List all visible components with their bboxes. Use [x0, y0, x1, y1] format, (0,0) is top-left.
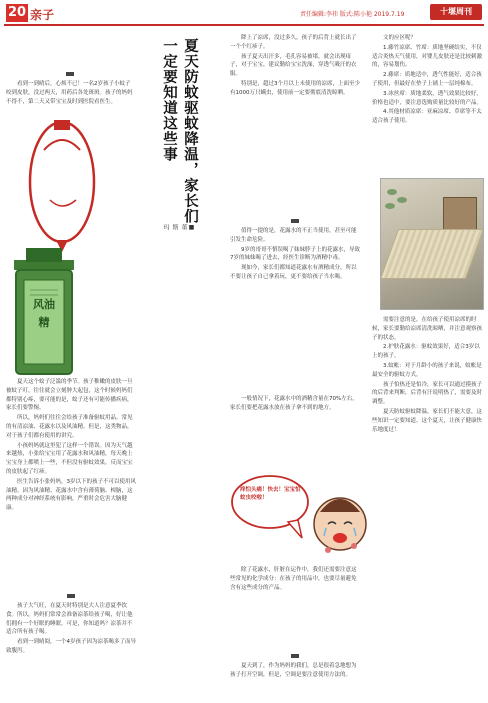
col2-part3-paragraph: 除了花露水，肝脏在运作中，我们还需要注意这些常见的化学成分：在孩子的用品中，也要尽量避免含有这些成分的产品。 [230, 567, 357, 591]
col2-part2-paragraph: 9岁的哥哥不慎误喝了妹妹脖子上的花露水，导致7岁的妹妹喝了进去，经医生诊断为酒精中毒。 [230, 246, 360, 262]
col1-paragraph: 小孩妈妈就这里犯了这样一个错误。因为天气越来越热，小张给宝宝用了花露水和风油精，每天晚上宝宝身上都喷上一些，不但没有驱蚊效果，反而宝宝的皮肤起了红疹。 [6, 442, 133, 475]
section-name: 亲子 [30, 8, 55, 22]
oil-bottle-icon [4, 120, 154, 380]
col3-paragraph: 2.藤席：质地适中，透气性能好，适合孩子使用，但最好在垫子上铺上一层纯棉布。 [372, 72, 482, 87]
section-marker [67, 594, 75, 598]
col3-paragraph: 1.藤竹凉席、竹席：质地坚硬结实，不仅适合炎热天气使用，对婴儿皮肤还是比较刺激的，容易划伤。 [372, 44, 483, 69]
bottle-label: 风油精 [33, 298, 55, 329]
article-author: ■董斯玛 [162, 224, 195, 231]
bottle-illustration [4, 120, 154, 380]
article-title: 夏天防蚊驱蚊降温，家长们一定要知道这些事 [161, 38, 199, 224]
leaf-shape [387, 189, 397, 195]
col2-part4-paragraph: 夏天到了，作为妈妈的我们，总是很着急地想为孩子打开空调，但是，空调是要注意使用方法的。 [230, 663, 357, 678]
col3-bottom [372, 316, 484, 700]
col1-part2-paragraph: 孩子大气旺，在夏天时特别是大人注意夏季饮食。所以，妈妈们常常会准备凉茶给孩子喝，好让他们拥有一个好眠的睡眠。可是，你知道吗？凉茶并不适合所有孩子喝。 [6, 603, 133, 636]
col2-top [230, 34, 360, 214]
col2-part2-paragraph: 现如今，家长们都知道花露水有酒精成分，所以不要让孩子自己拿着玩，更不要给孩子当水喝。 [230, 265, 357, 280]
col1-intro [6, 68, 134, 120]
col1-part2-paragraph: 看到一到晴阅，一个4岁孩子因为凉茶喝多了而导致腹泻。 [6, 639, 136, 654]
col1-paragraph: 夏天这个蚊子泛滥的季节。孩子稚嫩的皮肤一旦被蚊子叮，往往就会立刻肿大起包，这个时候妈妈们都特别心疼，要可能的是，蚊子还有可能传播疾病，家长们要警惕。 [6, 379, 133, 412]
col2-paragraph: 孩子夏天出汗多，毛孔容易被堵，就会出现痱子，对于宝宝，建议勤给宝宝洗澡，穿透气吸汗的衣服。 [230, 53, 357, 78]
col3-part2-paragraph: 需要注意的是，在给孩子使用凉席的时候，家长要勤给凉席清洗晾晒，并注意观察孩子的状态。 [372, 317, 483, 341]
leaf-shape [385, 203, 395, 209]
speech-illustration [228, 472, 378, 564]
col2-part3-paragraph: 一般情况下，花露水中的酒精含量在70%左右，家长们要把花露水放在孩子拿不到的地方。 [230, 396, 358, 411]
section-marker [291, 654, 299, 658]
bamboo-mat-photo [380, 178, 484, 310]
section-marker [66, 72, 74, 76]
col2-part2-paragraph: 值得一提的是，花露水的不正当使用，甚至可能引发生命危险。 [230, 228, 357, 243]
col1-body [6, 378, 136, 568]
col3-part2-paragraph: 2.护肤花露水：驱蚊效果好，适合3岁以上的孩子。 [372, 344, 480, 360]
leaf-shape [397, 197, 407, 203]
col1-paragraph: 医生告诉小张妈妈，3岁以下的孩子不可以使用风油精。因为风油精、花露水中含有薄荷脑、樟脑，这两种成分对神经系统有影响，严重时会危害大脑健康。 [6, 478, 136, 512]
mat-shape [380, 229, 484, 279]
page-number: 20 [7, 5, 27, 20]
col2-part3 [230, 395, 360, 465]
col3-part2-paragraph: 孩子怕热还是怕冷，家长可以通过摸孩子的后背来判断，后背有汗说明热了，需要及时调整。 [372, 381, 483, 406]
col3-paragraph: 4.其他材质凉席：亚麻凉席、草席等不太适合孩子使用。 [372, 109, 482, 125]
section-marker [291, 219, 299, 223]
col3-part2-paragraph: 3.蚊帐：对于月龄小的孩子来说，蚊帐是最安全的驱蚊方式。 [372, 362, 482, 378]
col3-part2-paragraph: 夏天防蚊驱蚊降温，家长们不能大意，这些知识一定要知道。这个夏天，让孩子健康快乐地度过！ [372, 408, 483, 433]
col2-part4 [230, 650, 360, 702]
col2-paragraph: 降上了凉席，没过多久，孩子的后背上就长出了一个个红疹子。 [230, 35, 357, 50]
speech-text: 痒怕头痛！快去！宝宝怕蚊虫咬啦！ [240, 487, 301, 501]
article-title-block [145, 34, 205, 234]
col2-paragraph: 特别是，超过3个月以上未使用的凉席，上面至少有1000万只螨虫，使用前一定要彻底清洗晾晒。 [230, 80, 360, 96]
col3-paragraph: 3.冰丝席：质地柔软，透气效果比较好，价格也适中，要注意选购质量比较好的产品。 [372, 90, 483, 106]
col2-part2 [230, 215, 360, 395]
col1-paragraph: 所以，妈妈们往往会给孩子准备驱蚊用品，常见的有清凉油、花露水以及风油精。但是，这类物品，对于孩子们都有使用的讲究。 [6, 415, 133, 439]
paper-badge: 十堰周刊 [430, 4, 482, 20]
page-header [0, 0, 488, 26]
table-shape [443, 197, 477, 233]
col3-top [372, 34, 484, 176]
col1-part2 [6, 590, 136, 700]
col3-paragraph: 文的应区呢？ [383, 35, 417, 41]
intro-paragraph: 看到一到晴后，心烦不已！一名2岁孩子小蚊子咬到皮肤，没过两天，用药后各处斑斑。孩子的妈妈不得不，第二天又带宝宝及时到医院看医生。 [6, 81, 133, 105]
header-rule [4, 24, 484, 26]
col2-part3b [230, 566, 360, 648]
editor-info: 责任编辑:李祎 版式:陈小艳 2019.7.19 [300, 11, 405, 18]
